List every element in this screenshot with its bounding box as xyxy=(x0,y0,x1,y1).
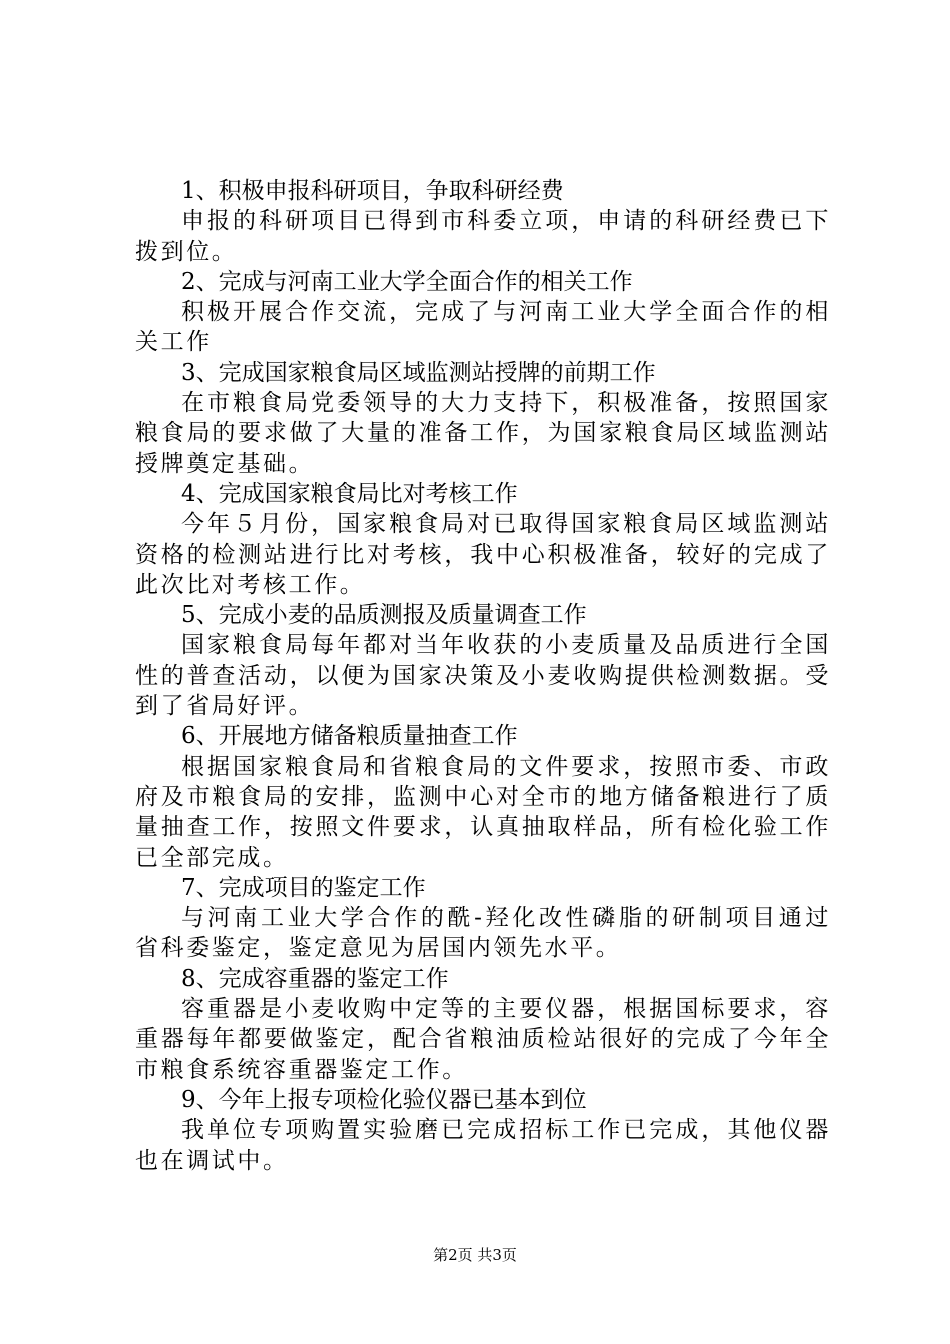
item-body-7: 与河南工业大学合作的酰-羟化改性磷脂的研制项目通过省科委鉴定，鉴定意见为居国内领先水平。 xyxy=(135,905,831,962)
item-heading-2: 2、完成与河南工业大学全面合作的相关工作 xyxy=(181,268,633,295)
item-body-9: 我单位专项购置实验磨已完成招标工作已完成，其他仪器也在调试中。 xyxy=(135,1117,831,1174)
item-heading-7: 7、完成项目的鉴定工作 xyxy=(181,874,426,901)
page-number-footer: 第2页 共3页 xyxy=(433,1246,517,1264)
item-heading-6: 6、开展地方储备粮质量抽查工作 xyxy=(181,723,518,750)
item-body-2: 积极开展合作交流，完成了与河南工业大学全面合作的相关工作 xyxy=(135,299,831,356)
item-body-5: 国家粮食局每年都对当年收获的小麦质量及品质进行全国性的普查活动，以便为国家决策及小麦收购提供检测数据。受到了省局好评。 xyxy=(135,632,831,720)
item-heading-8: 8、完成容重器的鉴定工作 xyxy=(181,965,449,992)
item-heading-3: 3、完成国家粮食局区域监测站授牌的前期工作 xyxy=(181,359,656,386)
document-body xyxy=(135,176,831,1176)
item-body-1: 申报的科研项目已得到市科委立项，申请的科研经费已下拨到位。 xyxy=(135,208,831,265)
item-heading-9: 9、今年上报专项检化验仪器已基本到位 xyxy=(181,1086,587,1113)
item-heading-4: 4、完成国家粮食局比对考核工作 xyxy=(181,480,518,507)
item-heading-1: 1、积极申报科研项目，争取科研经费 xyxy=(181,178,564,204)
item-body-4: 今年５月份，国家粮食局对已取得国家粮食局区域监测站资格的检测站进行比对考核，我中心积极准备，较好的完成了此次比对考核工作。 xyxy=(135,511,831,598)
item-body-8: 容重器是小麦收购中定等的主要仪器，根据国标要求，容重器每年都要做鉴定，配合省粮油质检站很好的完成了今年全市粮食系统容重器鉴定工作。 xyxy=(135,996,831,1083)
item-heading-5: 5、完成小麦的品质测报及质量调查工作 xyxy=(181,602,587,629)
item-body-6: 根据国家粮食局和省粮食局的文件要求，按照市委、市政府及市粮食局的安排，监测中心对全市的地方储备粮进行了质量抽查工作，按照文件要求，认真抽取样品，所有检化验工作已全部完成。 xyxy=(135,753,831,871)
item-body-3: 在市粮食局党委领导的大力支持下，积极准备，按照国家粮食局的要求做了大量的准备工作，为国家粮食局区域监测站授牌奠定基础。 xyxy=(135,390,831,477)
